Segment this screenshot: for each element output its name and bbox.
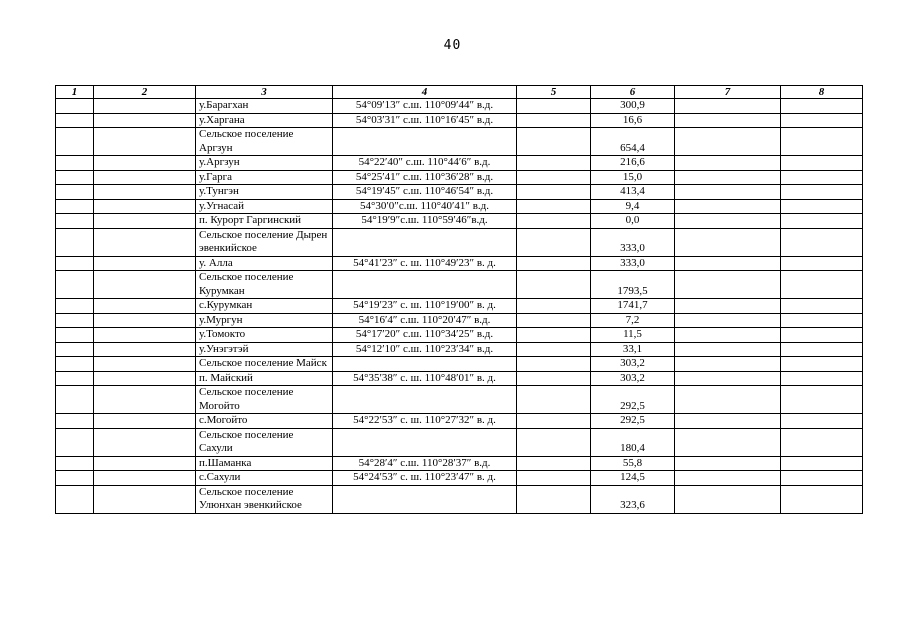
cell-name: Сельское поселение Сахули <box>196 428 333 456</box>
cell-col2 <box>94 485 196 513</box>
cell-value: 0,0 <box>591 214 675 229</box>
cell-col1 <box>56 342 94 357</box>
cell-value: 333,0 <box>591 256 675 271</box>
cell-col2 <box>94 256 196 271</box>
cell-col7 <box>675 342 781 357</box>
table-row <box>56 271 863 299</box>
cell-col5 <box>517 299 591 314</box>
cell-value: 11,5 <box>591 328 675 343</box>
cell-coords <box>333 128 517 156</box>
cell-coords: 54°41′23″ с. ш. 110°49′23″ в. д. <box>333 256 517 271</box>
cell-col8 <box>781 428 863 456</box>
data-table <box>55 85 863 514</box>
table-row <box>56 228 863 256</box>
cell-col8 <box>781 456 863 471</box>
cell-col5 <box>517 170 591 185</box>
cell-name: у.Гарга <box>196 170 333 185</box>
cell-name: у.Угнасай <box>196 199 333 214</box>
cell-col2 <box>94 170 196 185</box>
cell-col5 <box>517 328 591 343</box>
column-header: 8 <box>781 86 863 99</box>
cell-col7 <box>675 228 781 256</box>
cell-col8 <box>781 185 863 200</box>
cell-col1 <box>56 428 94 456</box>
cell-value: 413,4 <box>591 185 675 200</box>
cell-col8 <box>781 170 863 185</box>
cell-name: п. Курорт Гаргинский <box>196 214 333 229</box>
cell-col8 <box>781 228 863 256</box>
table-row <box>56 199 863 214</box>
table-row <box>56 328 863 343</box>
table-row <box>56 471 863 486</box>
cell-coords <box>333 485 517 513</box>
cell-col1 <box>56 156 94 171</box>
cell-value: 180,4 <box>591 428 675 456</box>
cell-col7 <box>675 313 781 328</box>
cell-name: Сельское поселение Майск <box>196 357 333 372</box>
cell-value: 292,5 <box>591 414 675 429</box>
table-row <box>56 299 863 314</box>
cell-col7 <box>675 271 781 299</box>
cell-value: 1793,5 <box>591 271 675 299</box>
cell-col1 <box>56 99 94 114</box>
cell-value: 654,4 <box>591 128 675 156</box>
cell-col1 <box>56 170 94 185</box>
cell-col5 <box>517 357 591 372</box>
cell-col7 <box>675 99 781 114</box>
table-row <box>56 357 863 372</box>
table-body <box>56 99 863 514</box>
cell-col7 <box>675 185 781 200</box>
cell-coords: 54°16′4″ с.ш. 110°20′47″ в.д. <box>333 313 517 328</box>
table-row <box>56 99 863 114</box>
cell-name: п.Шаманка <box>196 456 333 471</box>
cell-col5 <box>517 271 591 299</box>
cell-col2 <box>94 185 196 200</box>
cell-col8 <box>781 471 863 486</box>
cell-name: у. Алла <box>196 256 333 271</box>
cell-col5 <box>517 128 591 156</box>
cell-col8 <box>781 99 863 114</box>
cell-col5 <box>517 456 591 471</box>
cell-col7 <box>675 256 781 271</box>
cell-col5 <box>517 214 591 229</box>
table-row <box>56 414 863 429</box>
cell-col2 <box>94 456 196 471</box>
cell-col5 <box>517 99 591 114</box>
cell-col5 <box>517 185 591 200</box>
table-row <box>56 342 863 357</box>
cell-name: у.Тунгэн <box>196 185 333 200</box>
cell-col2 <box>94 386 196 414</box>
table-row <box>56 170 863 185</box>
cell-value: 55,8 <box>591 456 675 471</box>
cell-value: 323,6 <box>591 485 675 513</box>
cell-col8 <box>781 156 863 171</box>
cell-name: Сельское поселение Могойто <box>196 386 333 414</box>
cell-col5 <box>517 485 591 513</box>
cell-name: у.Барагхан <box>196 99 333 114</box>
cell-coords: 54°24′53″ с. ш. 110°23′47″ в. д. <box>333 471 517 486</box>
column-header: 1 <box>56 86 94 99</box>
cell-col1 <box>56 299 94 314</box>
cell-col2 <box>94 113 196 128</box>
cell-col1 <box>56 471 94 486</box>
cell-col2 <box>94 214 196 229</box>
table-row <box>56 313 863 328</box>
cell-col8 <box>781 342 863 357</box>
cell-col2 <box>94 357 196 372</box>
cell-col5 <box>517 414 591 429</box>
cell-name: у.Томокто <box>196 328 333 343</box>
cell-col2 <box>94 428 196 456</box>
cell-name: у.Мургун <box>196 313 333 328</box>
cell-coords: 54°28′4″ с.ш. 110°28′37″ в.д. <box>333 456 517 471</box>
cell-col5 <box>517 256 591 271</box>
column-header: 4 <box>333 86 517 99</box>
column-header: 6 <box>591 86 675 99</box>
cell-col2 <box>94 471 196 486</box>
cell-col5 <box>517 471 591 486</box>
cell-col8 <box>781 271 863 299</box>
cell-col2 <box>94 199 196 214</box>
cell-col2 <box>94 371 196 386</box>
table-row <box>56 485 863 513</box>
cell-col2 <box>94 228 196 256</box>
table-row <box>56 214 863 229</box>
cell-col7 <box>675 371 781 386</box>
cell-coords: 54°22′53″ с. ш. 110°27′32″ в. д. <box>333 414 517 429</box>
cell-name: у.Унэгэтэй <box>196 342 333 357</box>
cell-value: 16,6 <box>591 113 675 128</box>
cell-col2 <box>94 299 196 314</box>
cell-coords <box>333 357 517 372</box>
table-row <box>56 185 863 200</box>
cell-col2 <box>94 156 196 171</box>
cell-col7 <box>675 113 781 128</box>
cell-col7 <box>675 357 781 372</box>
cell-col8 <box>781 371 863 386</box>
cell-coords: 54°17′20″ с.ш. 110°34′25″ в.д. <box>333 328 517 343</box>
cell-name: Сельское поселение Аргзун <box>196 128 333 156</box>
cell-value: 216,6 <box>591 156 675 171</box>
cell-col7 <box>675 299 781 314</box>
cell-col7 <box>675 328 781 343</box>
page-number: 40 <box>443 38 462 53</box>
cell-value: 333,0 <box>591 228 675 256</box>
cell-col8 <box>781 214 863 229</box>
cell-col7 <box>675 456 781 471</box>
cell-col5 <box>517 342 591 357</box>
table-row <box>56 371 863 386</box>
cell-name: Сельское поселение Улюнхан эвенкийское <box>196 485 333 513</box>
cell-coords <box>333 386 517 414</box>
column-header: 7 <box>675 86 781 99</box>
column-header: 5 <box>517 86 591 99</box>
cell-coords: 54°19′9″с.ш. 110°59′46″в.д. <box>333 214 517 229</box>
table-row <box>56 256 863 271</box>
cell-col1 <box>56 456 94 471</box>
column-header: 2 <box>94 86 196 99</box>
cell-col2 <box>94 99 196 114</box>
cell-value: 292,5 <box>591 386 675 414</box>
table-row <box>56 386 863 414</box>
cell-value: 1741,7 <box>591 299 675 314</box>
cell-coords: 54°22′40″ с.ш. 110°44′6″ в.д. <box>333 156 517 171</box>
cell-col1 <box>56 128 94 156</box>
cell-col1 <box>56 199 94 214</box>
cell-col5 <box>517 428 591 456</box>
cell-col8 <box>781 199 863 214</box>
cell-coords: 54°19′45″ с.ш. 110°46′54″ в.д. <box>333 185 517 200</box>
cell-col5 <box>517 313 591 328</box>
cell-col1 <box>56 271 94 299</box>
cell-col7 <box>675 170 781 185</box>
cell-col1 <box>56 228 94 256</box>
cell-value: 300,9 <box>591 99 675 114</box>
cell-col5 <box>517 371 591 386</box>
cell-name: Сельское поселение Дырен эвенкийское <box>196 228 333 256</box>
cell-col8 <box>781 256 863 271</box>
cell-col1 <box>56 185 94 200</box>
cell-name: Сельское поселение Курумкан <box>196 271 333 299</box>
cell-col2 <box>94 271 196 299</box>
cell-coords: 54°09′13″ с.ш. 110°09′44″ в.д. <box>333 99 517 114</box>
cell-col1 <box>56 485 94 513</box>
cell-col8 <box>781 414 863 429</box>
cell-col1 <box>56 371 94 386</box>
table-row <box>56 456 863 471</box>
cell-col2 <box>94 414 196 429</box>
cell-coords: 54°35′38″ с. ш. 110°48′01″ в. д. <box>333 371 517 386</box>
cell-coords: 54°03′31″ с.ш. 110°16′45″ в.д. <box>333 113 517 128</box>
cell-name: п. Майский <box>196 371 333 386</box>
cell-col7 <box>675 485 781 513</box>
cell-col1 <box>56 256 94 271</box>
cell-col5 <box>517 228 591 256</box>
cell-value: 124,5 <box>591 471 675 486</box>
cell-col5 <box>517 199 591 214</box>
cell-col8 <box>781 313 863 328</box>
cell-col7 <box>675 386 781 414</box>
cell-col5 <box>517 386 591 414</box>
cell-col8 <box>781 485 863 513</box>
table-row <box>56 128 863 156</box>
cell-col8 <box>781 299 863 314</box>
table-row <box>56 113 863 128</box>
cell-value: 9,4 <box>591 199 675 214</box>
cell-name: с.Могойто <box>196 414 333 429</box>
cell-name: у.Харгана <box>196 113 333 128</box>
cell-col8 <box>781 113 863 128</box>
cell-col2 <box>94 328 196 343</box>
cell-col1 <box>56 113 94 128</box>
cell-col7 <box>675 199 781 214</box>
cell-coords: 54°12′10″ с.ш. 110°23′34″ в.д. <box>333 342 517 357</box>
table-header-row <box>56 86 863 99</box>
cell-coords: 54°19′23″ с. ш. 110°19′00″ в. д. <box>333 299 517 314</box>
cell-coords <box>333 271 517 299</box>
cell-col5 <box>517 156 591 171</box>
cell-coords <box>333 428 517 456</box>
cell-col7 <box>675 471 781 486</box>
cell-col2 <box>94 342 196 357</box>
cell-col8 <box>781 386 863 414</box>
cell-value: 303,2 <box>591 357 675 372</box>
cell-col8 <box>781 128 863 156</box>
cell-value: 33,1 <box>591 342 675 357</box>
cell-value: 303,2 <box>591 371 675 386</box>
cell-name: у.Аргзун <box>196 156 333 171</box>
cell-name: с.Курумкан <box>196 299 333 314</box>
cell-col7 <box>675 414 781 429</box>
cell-col1 <box>56 214 94 229</box>
cell-col5 <box>517 113 591 128</box>
cell-col1 <box>56 313 94 328</box>
cell-col1 <box>56 357 94 372</box>
cell-coords: 54°30′0″с.ш. 110°40′41″ в.д. <box>333 199 517 214</box>
cell-col8 <box>781 328 863 343</box>
cell-col2 <box>94 128 196 156</box>
cell-col7 <box>675 156 781 171</box>
cell-coords: 54°25′41″ с.ш. 110°36′28″ в.д. <box>333 170 517 185</box>
cell-col8 <box>781 357 863 372</box>
cell-value: 7,2 <box>591 313 675 328</box>
cell-coords <box>333 228 517 256</box>
cell-col1 <box>56 328 94 343</box>
cell-col7 <box>675 214 781 229</box>
table-row <box>56 428 863 456</box>
cell-col7 <box>675 128 781 156</box>
cell-name: с.Сахули <box>196 471 333 486</box>
cell-col1 <box>56 386 94 414</box>
column-header: 3 <box>196 86 333 99</box>
cell-col2 <box>94 313 196 328</box>
table-row <box>56 156 863 171</box>
cell-col1 <box>56 414 94 429</box>
cell-value: 15,0 <box>591 170 675 185</box>
cell-col7 <box>675 428 781 456</box>
